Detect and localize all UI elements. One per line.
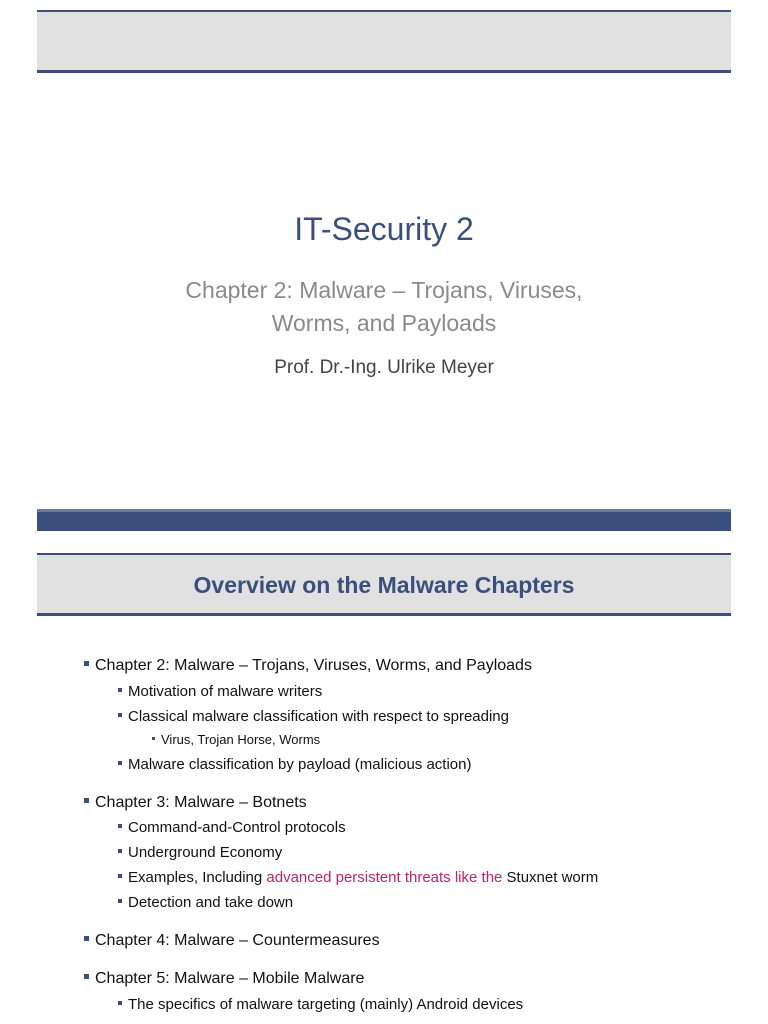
- list-item: Examples, Including advanced persistent threats like the Stuxnet worm: [118, 868, 598, 888]
- list-item-chapter3: Chapter 3: Malware – Botnets: [84, 792, 307, 814]
- bullet-icon: [84, 661, 89, 666]
- bullet-icon: [118, 874, 122, 878]
- list-item: Malware classification by payload (malicious action): [118, 755, 471, 775]
- list-item: Command-and-Control protocols: [118, 818, 346, 838]
- list-item: Motivation of malware writers: [118, 682, 322, 702]
- slide1-header-band: [37, 10, 731, 73]
- highlighted-text: advanced persistent threats like the: [266, 869, 507, 886]
- list-item: The specifics of malware targeting (mainly) Android devices: [118, 995, 523, 1015]
- bullet-icon: [118, 899, 122, 903]
- bullet-icon: [118, 824, 122, 828]
- slide1-subtitle-line2: Worms, and Payloads: [271, 310, 497, 336]
- list-item: Classical malware classification with respect to spreading: [118, 707, 509, 727]
- bullet-icon: [118, 688, 122, 692]
- slide2-title: Overview on the Malware Chapters: [193, 572, 575, 598]
- bullet-icon: [84, 936, 89, 941]
- slide1-title: IT-Security 2: [294, 211, 474, 247]
- bullet-icon: [118, 849, 122, 853]
- bullet-icon: [84, 974, 89, 979]
- list-item-chapter5: Chapter 5: Malware – Mobile Malware: [84, 968, 364, 990]
- list-item-chapter2: Chapter 2: Malware – Trojans, Viruses, Worms, and Payloads: [84, 655, 532, 677]
- list-item: Virus, Trojan Horse, Worms: [152, 731, 320, 749]
- slide1-author: Prof. Dr.-Ing. Ulrike Meyer: [274, 357, 494, 378]
- bullet-icon: [118, 761, 122, 765]
- list-item: Underground Economy: [118, 843, 282, 863]
- bullet-icon: [152, 737, 155, 740]
- list-item-chapter4: Chapter 4: Malware – Countermeasures: [84, 930, 380, 952]
- list-item: Detection and take down: [118, 893, 293, 913]
- slide1-subtitle: [0, 274, 768, 340]
- slide1-footer-bar: [37, 509, 731, 531]
- bullet-icon: [118, 1001, 122, 1005]
- bullet-icon: [84, 798, 89, 803]
- slide1-subtitle-line1: Chapter 2: Malware – Trojans, Viruses,: [185, 277, 583, 303]
- bullet-icon: [118, 713, 122, 717]
